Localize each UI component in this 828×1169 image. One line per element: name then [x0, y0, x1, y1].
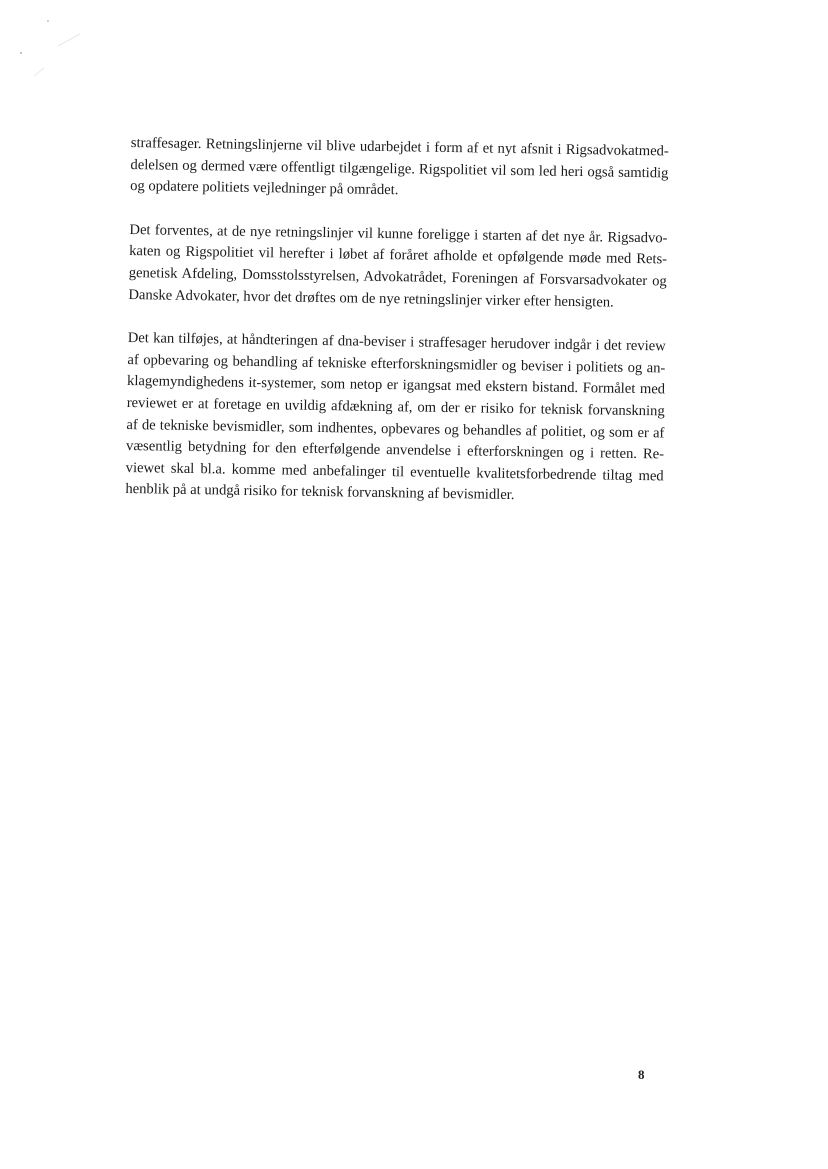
text-line: og opdatere politiets vejledninger på området. [130, 178, 399, 199]
paragraph-1 [130, 133, 669, 206]
scan-artifact-marks [0, 0, 100, 100]
text-line: katen og Rigspolitiet vil herefter i løbet af foråret afholde et opfølgende møde med Rets- [129, 243, 668, 268]
text-line: genetisk Afdeling, Domsstolsstyrelsen, Advokatrådet, Foreningen af Forsvarsadvokater og [128, 264, 667, 290]
text-line: af opbevaring og behandling af tekniske efterforskningsmidler og beviser i politiets og an- [127, 351, 666, 377]
page-number: 8 [638, 1067, 645, 1082]
text-line: væsentlig betydning for den efterfølgende anvendelse i efterforskningen og i retten. Re- [125, 438, 665, 463]
document-body [125, 133, 669, 531]
text-line: straffesager. Retningslinjerne vil blive udarbejdet i form af et nyt afsnit i Rigsadvokatmed- [130, 134, 669, 160]
text-line: Danske Advokater, hvor det drøftes om de nye retningslinjer virker efter hensigten. [128, 286, 614, 311]
text-line: Det forventes, at de nye retningslinjer vil kunne foreligge i starten af det nye år. Rigsadvo- [129, 221, 668, 247]
text-line: henblik på at undgå risiko for teknisk forvanskning af bevismidler. [125, 481, 515, 504]
text-line: viewet skal bl.a. komme med anbefalinger til eventuelle kvalitetsforbedrende tiltag med [125, 459, 664, 485]
text-line: delelsen og dermed være offentligt tilgængelige. Rigspolitiet vil som led heri også samtidig [130, 156, 669, 182]
text-line: Det kan tilføjes, at håndteringen af dna-beviser i straffesager herudover indgår i det review [127, 330, 666, 355]
paragraph-3 [125, 328, 666, 509]
paragraph-2 [128, 220, 667, 315]
text-line: reviewet er at foretage en uvildig afdækning af, om der er risiko for teknisk forvanskning [126, 394, 665, 420]
text-line: af de tekniske bevismidler, som indhentes, opbevares og behandles af politiet, og som er af [126, 416, 665, 441]
text-line: klagemyndighedens it-systemer, som netop er igangsat med ekstern bistand. Formålet med [126, 373, 666, 398]
